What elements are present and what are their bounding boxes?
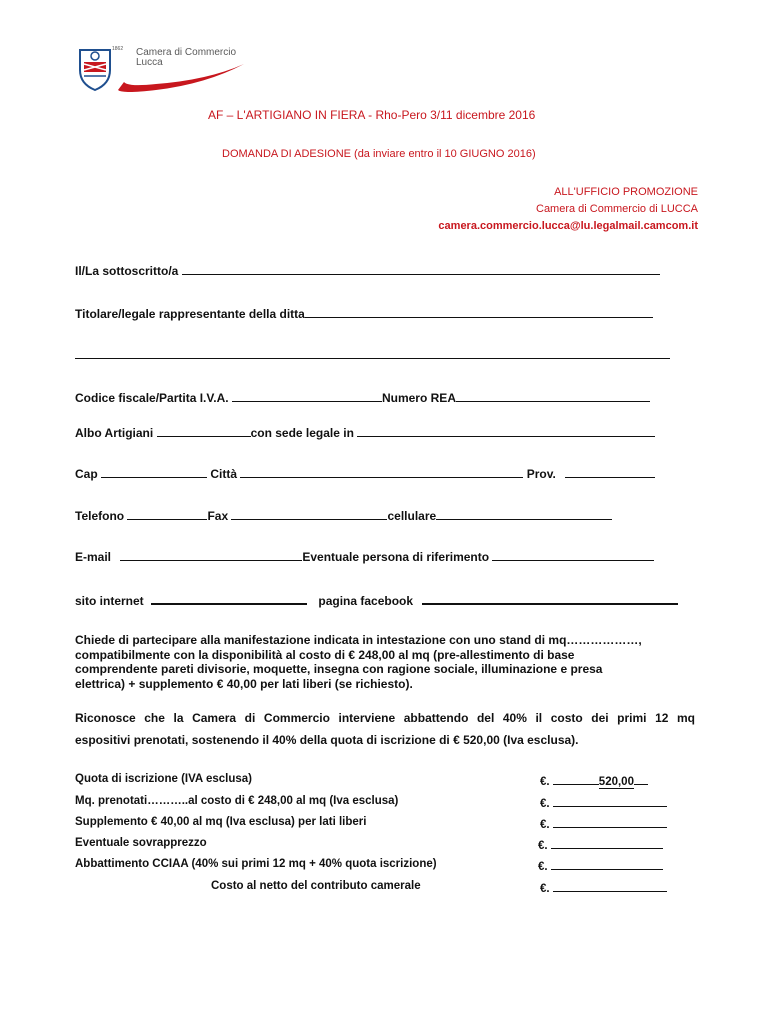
cost-label-abbattimento: Abbattimento CCIAA (40% sui primi 12 mq + 40% quota iscrizione) <box>75 858 437 870</box>
cost-row-mq: €. <box>540 795 667 810</box>
cost-value-abbattimento[interactable] <box>551 858 663 870</box>
chiede-line-2: compatibilmente con la disponibilità al costo di € 248,00 al mq (pre-allestimento di base <box>75 648 575 662</box>
field-cap: Cap Città Prov. <box>75 466 655 481</box>
cost-row-quota: €. 520,00 <box>540 773 648 788</box>
facebook-input[interactable] <box>422 592 678 605</box>
cost-label-netto: Costo al netto del contributo camerale <box>211 880 421 892</box>
field-sottoscritto: Il/La sottoscritto/a <box>75 263 660 278</box>
cost-value-sovrapprezzo[interactable] <box>551 837 663 849</box>
codice-fiscale-input[interactable] <box>232 390 382 402</box>
cost-value-supplemento[interactable] <box>553 816 667 828</box>
riconosce-line-2: espositivi prenotati, sostenendo il 40% della quota di iscrizione di € 520,00 (Iva esclusa). <box>75 733 579 747</box>
chiede-line-3: comprendente pareti divisorie, moquette, insegna con ragione sociale, illuminazione e presa <box>75 662 603 676</box>
field-codice-fiscale: Codice fiscale/Partita I.V.A. Numero REA <box>75 390 650 405</box>
chamber-logo <box>76 44 246 92</box>
titolare-input[interactable] <box>305 306 653 318</box>
cost-row-abbattimento: €. <box>538 858 663 873</box>
citta-input[interactable] <box>240 466 523 478</box>
field-albo: Albo Artigiani con sede legale in <box>75 425 655 440</box>
field-titolare: Titolare/legale rappresentante della ditta <box>75 306 653 321</box>
cost-label-sovrapprezzo: Eventuale sovrapprezzo <box>75 837 207 849</box>
cost-label-supplemento: Supplemento € 40,00 al mq (Iva esclusa) per lati liberi <box>75 816 367 828</box>
cellulare-input[interactable] <box>436 508 612 520</box>
chiede-line-4: elettrica) + supplemento € 40,00 per lati liberi (se richiesto). <box>75 677 413 691</box>
sede-legale-input[interactable] <box>357 425 655 437</box>
sito-input[interactable] <box>151 592 307 605</box>
cost-label-mq: Mq. prenotati………..al costo di € 248,00 al mq (Iva esclusa) <box>75 795 399 807</box>
recipient-chamber: Camera di Commercio di LUCCA <box>536 203 698 215</box>
telefono-input[interactable] <box>127 508 207 520</box>
cap-input[interactable] <box>101 466 207 478</box>
cost-row-netto: €. <box>540 880 667 895</box>
persona-riferimento-input[interactable] <box>492 549 654 561</box>
prov-input[interactable] <box>565 466 655 478</box>
fax-input[interactable] <box>231 508 387 520</box>
cost-value-quota[interactable] <box>553 773 599 785</box>
field-telefono: Telefono Fax cellulare <box>75 508 612 523</box>
titolare-continuation-input[interactable] <box>75 358 670 359</box>
recipient-office: ALL'UFFICIO PROMOZIONE <box>554 186 698 198</box>
email-input[interactable] <box>120 549 302 561</box>
logo-name: Camera di Commercio Lucca <box>136 47 237 68</box>
riconosce-line-1: Riconosce che la Camera di Commercio interviene abbattendo del 40% il costo dei primi 12 mq <box>75 711 695 725</box>
cost-value-netto[interactable] <box>553 880 667 892</box>
chiede-line-1: Chiede di partecipare alla manifestazione indicata in intestazione con uno stand di mq………………, <box>75 633 642 647</box>
logo-swoosh-icon <box>116 60 246 94</box>
logo-year: 1862 <box>112 46 124 52</box>
cost-label-quota: Quota di iscrizione (IVA esclusa) <box>75 773 253 785</box>
cost-row-sovrapprezzo: €. <box>538 837 663 852</box>
sottoscritto-input[interactable] <box>182 263 660 275</box>
albo-input[interactable] <box>157 425 251 437</box>
recipient-email[interactable]: camera.commercio.lucca@lu.legalmail.camcom.it <box>438 220 698 232</box>
cost-value-mq[interactable] <box>553 795 667 807</box>
cost-row-supplemento: €. <box>540 816 667 831</box>
page-title: AF – L'ARTIGIANO IN FIERA - Rho-Pero 3/11 dicembre 2016 <box>208 108 536 122</box>
field-email: E-mail Eventuale persona di riferimento <box>75 549 654 564</box>
page-subtitle: DOMANDA DI ADESIONE (da inviare entro il 10 GIUGNO 2016) <box>222 148 536 160</box>
numero-rea-input[interactable] <box>456 390 650 402</box>
field-sito: sito internet pagina facebook <box>75 592 678 608</box>
